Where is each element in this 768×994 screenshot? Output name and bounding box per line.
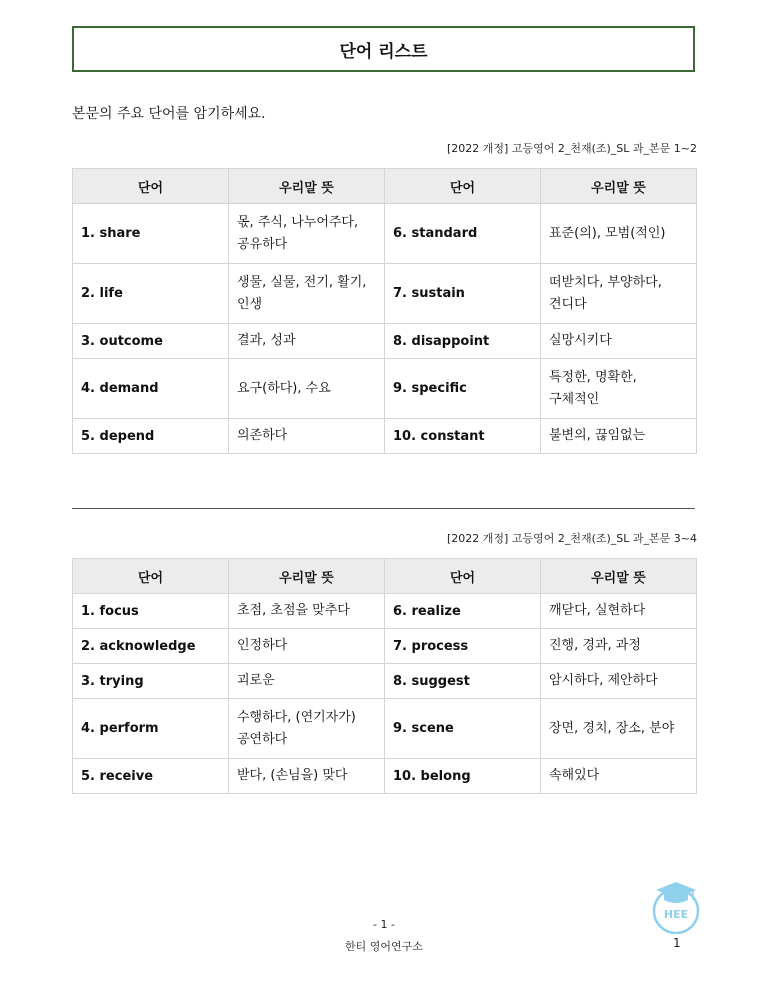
- meaning-cell: 암시하다, 제안하다: [541, 664, 697, 699]
- meaning-cell: [541, 359, 697, 419]
- meaning-cell: [229, 699, 385, 759]
- header-meaning: 우리말 뜻: [229, 169, 385, 204]
- footer-page-number: 1: [673, 936, 681, 950]
- table-header-row: [73, 559, 697, 594]
- table-row: [73, 759, 697, 794]
- meaning-cell: 깨닫다, 실현하다: [541, 594, 697, 629]
- table-row: [73, 699, 697, 759]
- meaning-cell: [229, 204, 385, 264]
- section-divider: [72, 508, 695, 509]
- hee-logo: [652, 880, 700, 934]
- table-row: [73, 204, 697, 264]
- source-label-2: [2022 개정] 고등영어 2_천재(조)_SL 과_본문 3~4: [447, 532, 697, 545]
- meaning-line: 구체적인: [549, 391, 600, 407]
- meaning-cell: 결과, 성과: [229, 324, 385, 359]
- meaning-cell: 의존하다: [229, 419, 385, 454]
- table-row: [73, 264, 697, 324]
- word-cell: 7. process: [385, 629, 541, 664]
- header-meaning: 우리말 뜻: [541, 559, 697, 594]
- meaning-cell: [541, 204, 697, 264]
- word-cell: 10. constant: [385, 419, 541, 454]
- header-meaning: 우리말 뜻: [541, 169, 697, 204]
- word-cell: 3. outcome: [73, 324, 229, 359]
- meaning-cell: 받다, (손님을) 맞다: [229, 759, 385, 794]
- word-cell: 4. demand: [73, 359, 229, 419]
- title-box: [72, 26, 695, 72]
- page-title: 단어 리스트: [339, 41, 428, 62]
- word-cell: 1. focus: [73, 594, 229, 629]
- word-cell: 6. standard: [385, 204, 541, 264]
- meaning-line: 수행하다, (연기자가): [237, 709, 356, 725]
- word-cell: 10. belong: [385, 759, 541, 794]
- header-meaning: 우리말 뜻: [229, 559, 385, 594]
- meaning-line: 표준(의), 모범(적인): [549, 225, 666, 241]
- header-word: 단어: [385, 169, 541, 204]
- word-cell: 9. specific: [385, 359, 541, 419]
- meaning-line: 견디다: [549, 296, 587, 312]
- header-word: 단어: [73, 169, 229, 204]
- table-row: [73, 419, 697, 454]
- word-cell: 5. receive: [73, 759, 229, 794]
- word-cell: 8. disappoint: [385, 324, 541, 359]
- word-cell: 1. share: [73, 204, 229, 264]
- meaning-cell: 장면, 경치, 장소, 분야: [541, 699, 697, 759]
- table-row: [73, 629, 697, 664]
- table-row: [73, 324, 697, 359]
- page-marker: - 1 -: [373, 918, 395, 931]
- meaning-line: 떠받치다, 부양하다,: [549, 274, 662, 290]
- meaning-cell: 불변의, 끊임없는: [541, 419, 697, 454]
- meaning-cell: 초점, 초점을 맞추다: [229, 594, 385, 629]
- vocab-table-2: [72, 558, 697, 794]
- logo-text: HEE: [663, 908, 689, 921]
- word-cell: 2. acknowledge: [73, 629, 229, 664]
- meaning-line: 공연하다: [237, 731, 288, 747]
- instruction-text: 본문의 주요 단어를 암기하세요.: [72, 106, 266, 122]
- word-cell: 6. realize: [385, 594, 541, 629]
- meaning-line: 몫, 주식, 나누어주다,: [237, 214, 359, 230]
- meaning-cell: [229, 264, 385, 324]
- word-cell: 2. life: [73, 264, 229, 324]
- meaning-cell: 속해있다: [541, 759, 697, 794]
- meaning-cell: 인정하다: [229, 629, 385, 664]
- table-row: [73, 359, 697, 419]
- meaning-line: 생물, 실물, 전기, 활기,: [237, 274, 367, 290]
- source-label-1: [2022 개정] 고등영어 2_천재(조)_SL 과_본문 1~2: [447, 142, 697, 155]
- meaning-cell: 실망시키다: [541, 324, 697, 359]
- meaning-line: 특정한, 명확한,: [549, 369, 637, 385]
- vocab-table-1: [72, 168, 697, 454]
- word-cell: 8. suggest: [385, 664, 541, 699]
- table-header-row: [73, 169, 697, 204]
- meaning-cell: 진행, 경과, 과정: [541, 629, 697, 664]
- meaning-cell: [541, 264, 697, 324]
- header-word: 단어: [385, 559, 541, 594]
- header-word: 단어: [73, 559, 229, 594]
- table-row: [73, 664, 697, 699]
- meaning-line: 공유하다: [237, 236, 288, 252]
- word-cell: 3. trying: [73, 664, 229, 699]
- meaning-cell: 괴로운: [229, 664, 385, 699]
- word-cell: 5. depend: [73, 419, 229, 454]
- meaning-line: 인생: [237, 296, 263, 312]
- word-cell: 9. scene: [385, 699, 541, 759]
- footer-org: 한티 영어연구소: [345, 940, 423, 953]
- table-row: [73, 594, 697, 629]
- meaning-cell: 요구(하다), 수요: [229, 359, 385, 419]
- word-cell: 4. perform: [73, 699, 229, 759]
- word-cell: 7. sustain: [385, 264, 541, 324]
- graduation-cap-icon: [652, 880, 700, 934]
